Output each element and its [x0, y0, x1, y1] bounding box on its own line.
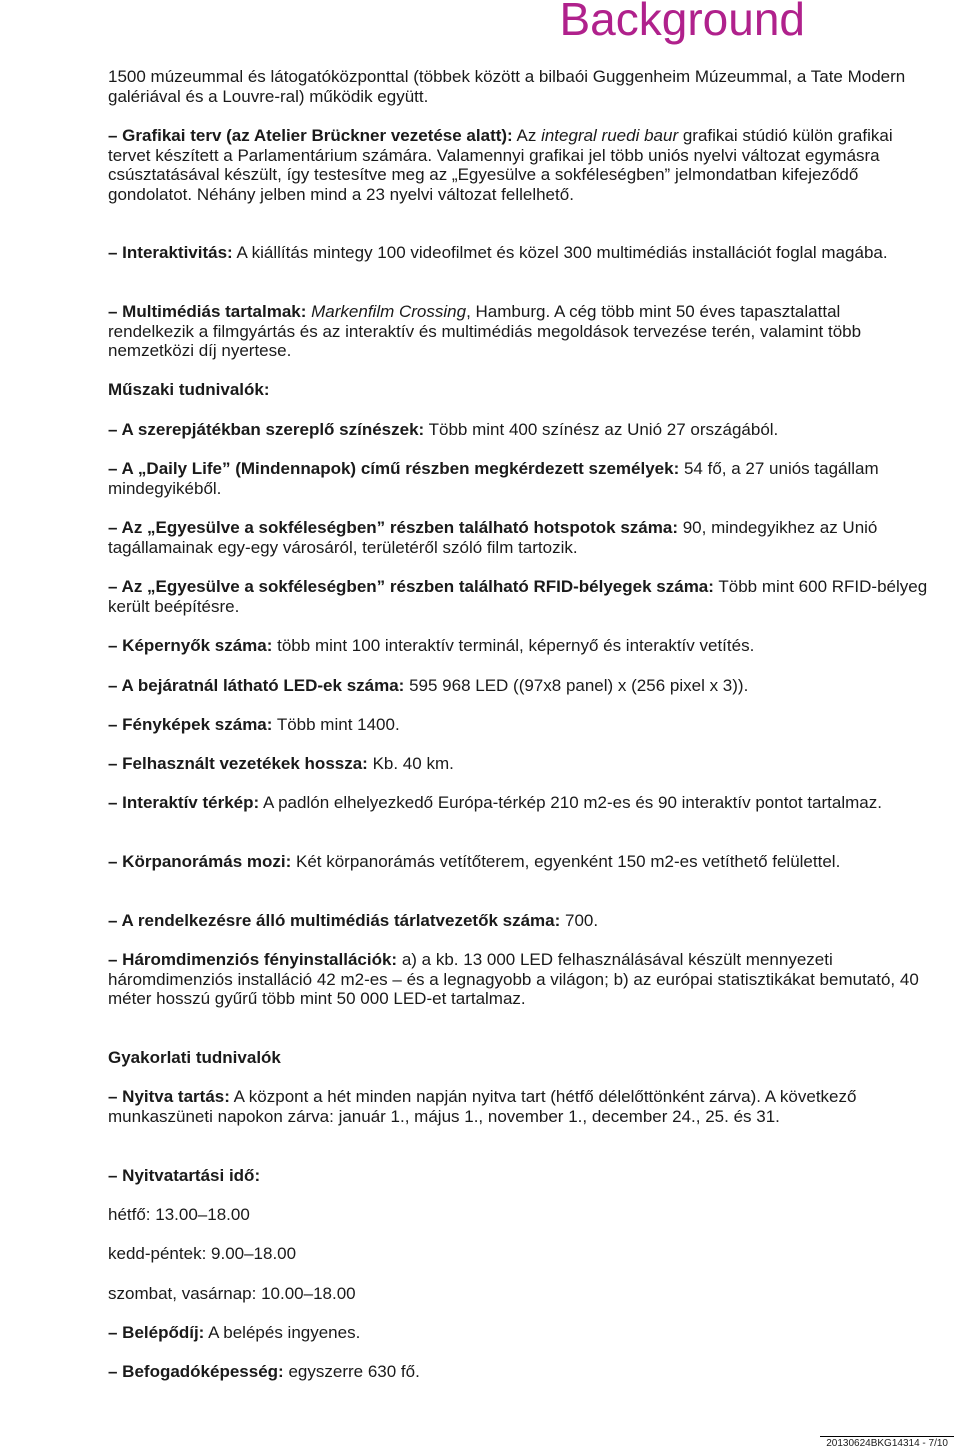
- nyitva-label: – Nyitva tartás:: [108, 1087, 230, 1106]
- muszaki-heading: [108, 380, 928, 400]
- fact-label: – A szerepjátékban szereplő színészek:: [108, 420, 425, 439]
- hours-monday: hétfő: 13.00–18.00: [108, 1205, 250, 1224]
- fact-item: [108, 793, 928, 813]
- fact-item: [108, 459, 928, 498]
- fact-text: 90, mindegyikhez az Unió tagállamainak egy-egy városáról, területéről szóló film tartozik.: [108, 518, 878, 557]
- fact-label: – Felhasznált vezetékek hossza:: [108, 754, 368, 773]
- nyitvatartasi-label: – Nyitvatartási idő:: [108, 1166, 261, 1185]
- fact-item: [108, 754, 928, 774]
- fact-label: – Képernyők száma:: [108, 636, 273, 655]
- fact-text: Több mint 600 RFID-bélyeg került beépítésre.: [108, 577, 928, 616]
- grafikai-text: grafikai stúdió külön grafikai tervet készített a Parlamentárium számára. Valamennyi grafikai jel több uniós nyelvi változat egymásra csúsztatásával készült, így testesítve meg az „Egyesülve a sokféleségben” jelmondatban kifejeződő gondolatot. Néhány jelben mind a 23 nyelvi változat fellelhető.: [108, 126, 893, 204]
- fact-item: [108, 636, 928, 656]
- nyitvatartasi-heading: [108, 1166, 928, 1186]
- fact-item: [108, 518, 928, 557]
- fact-text: a) a kb. 13 000 LED felhasználásával készült mennyezeti háromdimenziós installáció 42 m2-es – és a legnagyobb a világon; b) az európai statisztikákat bemutató, 40 méter hosszú gyűrű több mint 50 000 LED-et tartalmaz.: [108, 950, 919, 1008]
- fact-text: több mint 100 interaktív terminál, képernyő és interaktív vetítés.: [272, 636, 755, 655]
- interaktivitas-text: A kiállítás mintegy 100 videofilmet és közel 300 multimédiás installációt foglal magába.: [232, 243, 888, 262]
- multimedias-text: , Hamburg. A cég több mint 50 éves tapasztalattal rendelkezik a filmgyártás és az interaktív és multimédiás megoldások tervezése terén, valamint több nemzetközi díj nyertese.: [108, 302, 862, 360]
- fact-label: – Háromdimenziós fényinstallációk:: [108, 950, 398, 969]
- fact-text: 700.: [560, 911, 599, 930]
- belepo-text: A belépés ingyenes.: [204, 1323, 361, 1342]
- befogado-label: – Befogadóképesség:: [108, 1362, 284, 1381]
- befogado-paragraph: [108, 1362, 928, 1382]
- fact-text: Két körpanorámás vetítőterem, egyenként 150 m2-es vetíthető felülettel.: [291, 852, 841, 871]
- grafikai-label: – Grafikai terv (az Atelier Brückner vezetése alatt):: [108, 126, 513, 145]
- fact-item: [108, 911, 928, 931]
- fact-item: [108, 715, 928, 735]
- belepo-label: – Belépődíj:: [108, 1323, 205, 1342]
- multimedias-paragraph: [108, 302, 928, 361]
- belepo-paragraph: [108, 1323, 928, 1343]
- fact-text: A padlón elhelyezkedő Európa-térkép 210 m2-es és 90 interaktív pontot tartalmaz.: [259, 793, 882, 812]
- nyitva-paragraph: [108, 1087, 928, 1126]
- interaktivitas-paragraph: [108, 243, 928, 263]
- fact-text: 54 fő, a 27 uniós tagállam mindegyikéből.: [108, 459, 879, 498]
- muszaki-heading-text: Műszaki tudnivalók:: [108, 380, 270, 399]
- fact-label: – Az „Egyesülve a sokféleségben” részben található RFID-bélyegek száma:: [108, 577, 714, 596]
- fact-text: Több mint 400 színész az Unió 27 országából.: [424, 420, 779, 439]
- hours-weekend: szombat, vasárnap: 10.00–18.00: [108, 1284, 356, 1303]
- fact-item: [108, 950, 928, 1009]
- interaktivitas-label: – Interaktivitás:: [108, 243, 233, 262]
- hours-weekdays: kedd-péntek: 9.00–18.00: [108, 1244, 297, 1263]
- fact-label: – Fényképek száma:: [108, 715, 273, 734]
- fact-text: 595 968 LED ((97x8 panel) x (256 pixel x 3)).: [404, 676, 749, 695]
- gyakorlati-heading: [108, 1048, 928, 1068]
- fact-label: – A „Daily Life” (Mindennapok) című részben megkérdezett személyek:: [108, 459, 680, 478]
- fact-label: – A bejáratnál látható LED-ek száma:: [108, 676, 405, 695]
- fact-item: [108, 852, 928, 872]
- fact-item: [108, 676, 928, 696]
- fact-item: [108, 577, 928, 616]
- grafikai-paragraph: [108, 126, 928, 204]
- intro-paragraph: 1500 múzeummal és látogatóközponttal (többek között a bilbaói Guggenheim Múzeummal, a Tate Modern galériával és a Louvre-ral) működik együtt.: [108, 67, 906, 106]
- befogado-text: egyszerre 630 fő.: [283, 1362, 420, 1381]
- grafikai-pre: Az: [512, 126, 542, 145]
- nyitva-text: A központ a hét minden napján nyitva tart (hétfő délelőttönként zárva). A következő munkaszüneti napokon zárva: január 1., május 1., november 1., december 24., 25. és 31.: [108, 1087, 857, 1126]
- fact-label: – Az „Egyesülve a sokféleségben” részben található hotspotok száma:: [108, 518, 678, 537]
- studio-name: integral ruedi baur: [541, 126, 679, 145]
- fact-text: Kb. 40 km.: [367, 754, 454, 773]
- fact-text: Több mint 1400.: [272, 715, 400, 734]
- fact-label: – Interaktív térkép:: [108, 793, 260, 812]
- page-title: Background: [559, 0, 805, 45]
- gyakorlati-heading-text: Gyakorlati tudnivalók: [108, 1048, 281, 1067]
- fact-label: – A rendelkezésre álló multimédiás tárlatvezetők száma:: [108, 911, 561, 930]
- fact-label: – Körpanorámás mozi:: [108, 852, 292, 871]
- fact-item: [108, 420, 928, 440]
- company-name: Markenfilm Crossing: [311, 302, 467, 321]
- page-footer: 20130624BKG14314 - 7/10: [820, 1436, 954, 1450]
- multimedias-label: – Multimédiás tartalmak:: [108, 302, 307, 321]
